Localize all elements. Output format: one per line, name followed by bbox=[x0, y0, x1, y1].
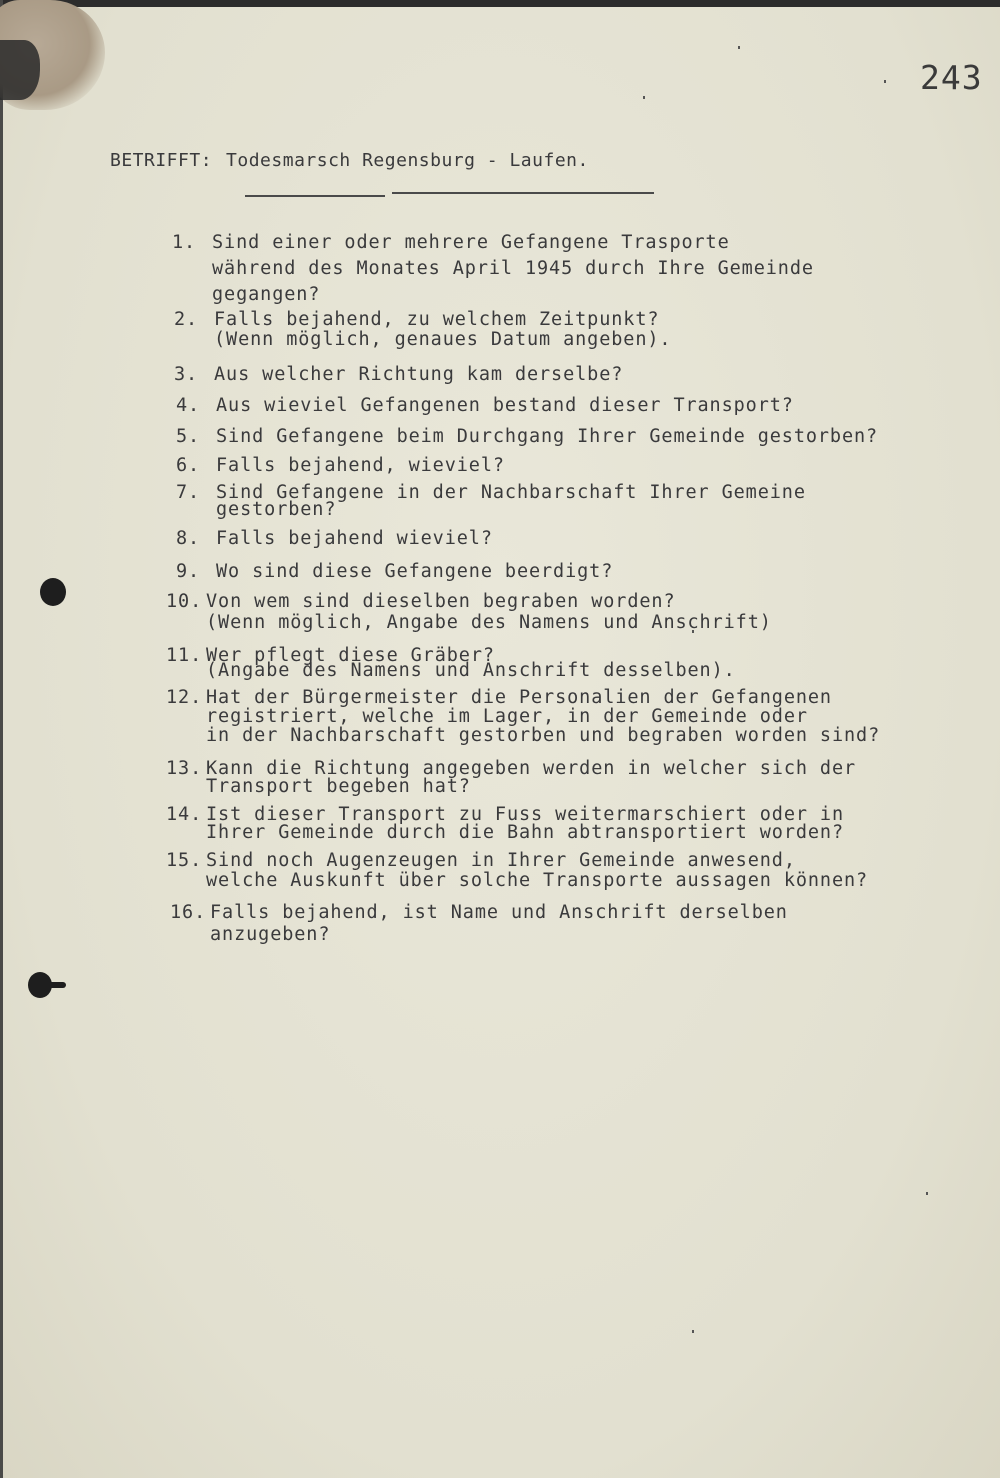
question-line: welche Auskunft über solche Transporte aussagen können? bbox=[206, 870, 869, 891]
question-line: Aus wieviel Gefangenen bestand dieser Transport? bbox=[216, 395, 794, 416]
question-line: Kann die Richtung angegeben werden in welcher sich der bbox=[206, 758, 857, 779]
page-number: 243 bbox=[920, 58, 983, 97]
question-number: 4. bbox=[176, 395, 201, 416]
speck bbox=[926, 1192, 928, 1195]
question-text bbox=[216, 456, 505, 476]
question-text bbox=[216, 562, 613, 582]
question-line: Wo sind diese Gefangene beerdigt? bbox=[216, 561, 614, 582]
question-number: 2. bbox=[174, 309, 199, 330]
punch-hole-top bbox=[40, 578, 66, 606]
question-line: gegangen? bbox=[212, 284, 321, 305]
question-line: Wer pflegt diese Gräber? bbox=[206, 645, 495, 666]
question-number: 11. bbox=[166, 645, 203, 666]
question-line: Von wem sind dieselben begraben worden? bbox=[206, 591, 676, 612]
question-line: während des Monates April 1945 durch Ihre Gemeinde bbox=[212, 258, 814, 279]
subject-underline-right bbox=[392, 192, 654, 194]
question-text bbox=[212, 230, 814, 308]
subject-line bbox=[110, 150, 589, 171]
question-number: 1. bbox=[172, 232, 197, 253]
question-text bbox=[206, 806, 844, 842]
speck bbox=[738, 46, 740, 49]
question-line: Sind Gefangene beim Durchgang Ihrer Gemeinde gestorben? bbox=[216, 426, 879, 447]
question-line: Ihrer Gemeinde durch die Bahn abtransportiert worden? bbox=[206, 822, 845, 843]
question-number: 3. bbox=[174, 364, 199, 385]
question-text bbox=[214, 310, 671, 350]
question-line: anzugeben? bbox=[210, 924, 331, 945]
question-line: Falls bejahend, wieviel? bbox=[216, 455, 505, 476]
question-line: Falls bejahend wieviel? bbox=[216, 528, 493, 549]
question-text bbox=[210, 902, 788, 946]
question-text bbox=[216, 529, 493, 549]
speck bbox=[643, 96, 645, 99]
question-text bbox=[206, 645, 736, 681]
question-text bbox=[206, 760, 856, 796]
question-line: Sind einer oder mehrere Gefangene Trasporte bbox=[212, 232, 730, 253]
scan-left-edge bbox=[0, 0, 3, 1478]
subject-value: Todesmarsch Regensburg - Laufen. bbox=[226, 150, 589, 171]
question-line: in der Nachbarschaft gestorben und begraben worden sind? bbox=[206, 725, 881, 746]
question-line: (Angabe des Namens und Anschrift desselben). bbox=[206, 660, 736, 681]
question-number: 14. bbox=[166, 804, 203, 825]
question-number: 8. bbox=[176, 528, 201, 549]
question-text bbox=[216, 396, 794, 416]
question-text bbox=[216, 427, 878, 447]
torn-corner bbox=[0, 40, 40, 100]
question-number: 7. bbox=[176, 482, 201, 503]
speck bbox=[884, 80, 886, 83]
question-line: registriert, welche im Lager, in der Gemeinde oder bbox=[206, 706, 808, 727]
question-line: Aus welcher Richtung kam derselbe? bbox=[214, 364, 624, 385]
question-line: Ist dieser Transport zu Fuss weitermarschiert oder in bbox=[206, 804, 845, 825]
question-line: Hat der Bürgermeister die Personalien der Gefangenen bbox=[206, 687, 832, 708]
question-line: (Wenn möglich, genaues Datum angeben). bbox=[214, 329, 672, 350]
question-line: Sind noch Augenzeugen in Ihrer Gemeinde anwesend, bbox=[206, 850, 796, 871]
question-number: 15. bbox=[166, 850, 203, 871]
question-text bbox=[214, 365, 623, 385]
question-line: (Wenn möglich, Angabe des Namens und Anschrift) bbox=[206, 612, 772, 633]
question-number: 12. bbox=[166, 687, 203, 708]
question-text bbox=[206, 688, 880, 745]
question-number: 6. bbox=[176, 455, 201, 476]
question-line: Sind Gefangene in der Nachbarschaft Ihrer Gemeine bbox=[216, 482, 806, 503]
question-line: Falls bejahend, ist Name und Anschrift derselben bbox=[210, 902, 788, 923]
question-text bbox=[216, 484, 806, 518]
question-text bbox=[206, 591, 772, 633]
question-number: 5. bbox=[176, 426, 201, 447]
question-line: Falls bejahend, zu welchem Zeitpunkt? bbox=[214, 309, 660, 330]
punch-hole-bottom-mark bbox=[48, 982, 66, 988]
subject-label: BETRIFFT: bbox=[110, 150, 213, 171]
question-number: 16. bbox=[170, 902, 207, 923]
question-text bbox=[206, 851, 868, 891]
question-line: gestorben? bbox=[216, 499, 337, 520]
speck bbox=[692, 1330, 694, 1333]
question-number: 13. bbox=[166, 758, 203, 779]
question-number: 10. bbox=[166, 591, 203, 612]
scan-top-edge bbox=[0, 0, 1000, 7]
question-line: Transport begeben hat? bbox=[206, 776, 471, 797]
question-number: 9. bbox=[176, 561, 201, 582]
subject-underline-left bbox=[245, 195, 385, 197]
